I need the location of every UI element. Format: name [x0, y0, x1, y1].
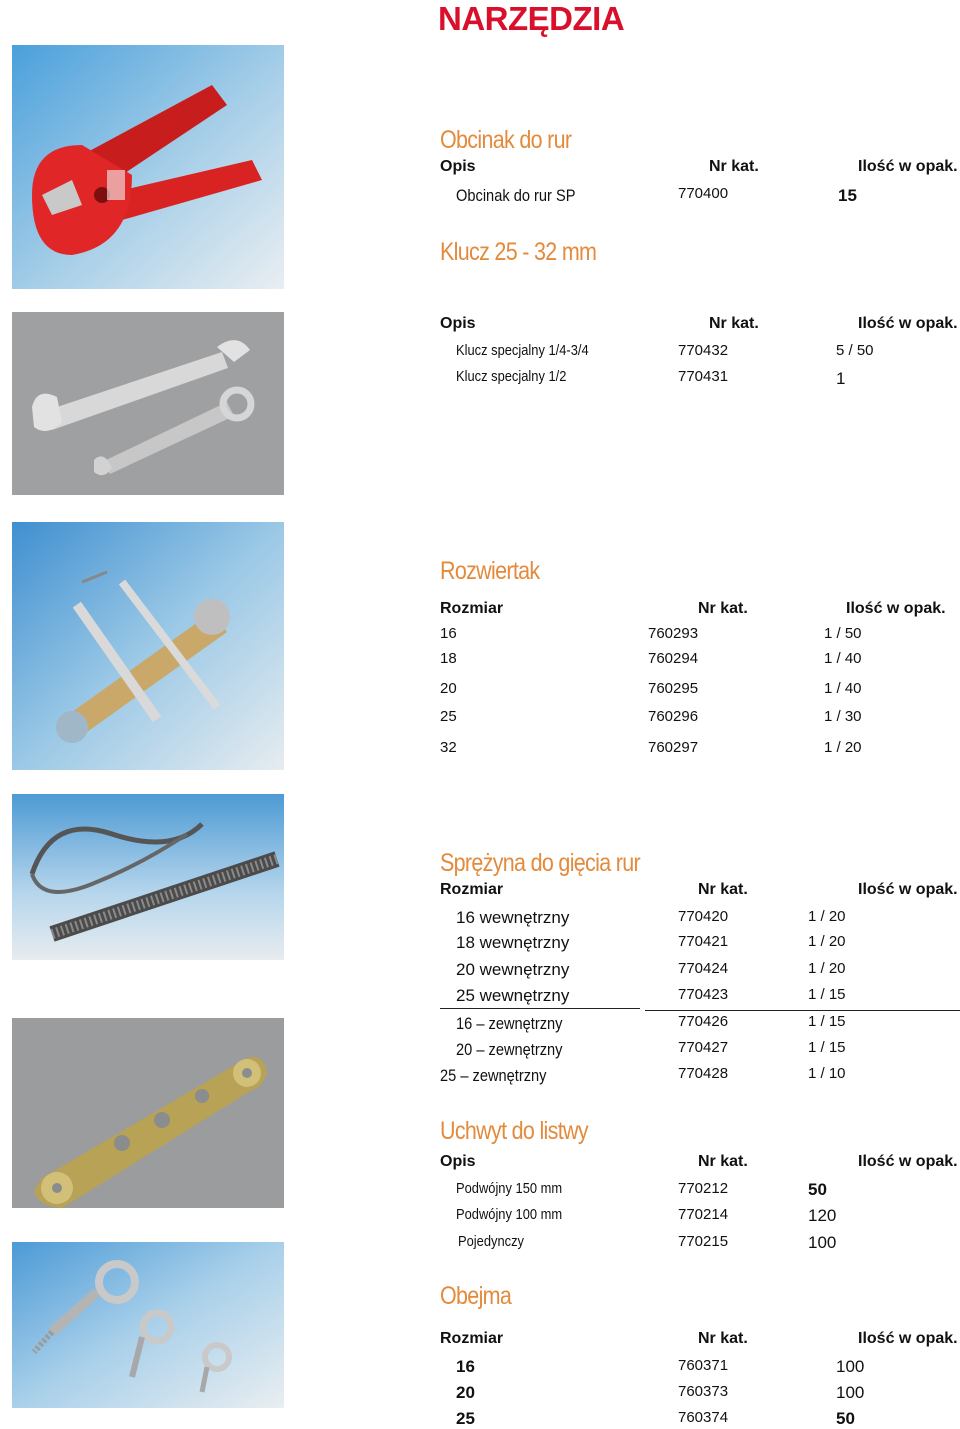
- header-qty: Ilość w opak.: [858, 315, 958, 332]
- divider: [645, 1010, 960, 1011]
- row-qty: 5 / 50: [836, 342, 874, 359]
- row-desc: Podwójny 100 mm: [456, 1206, 563, 1223]
- row-qty: 100: [836, 1383, 865, 1402]
- header-cat-no: Nr kat.: [709, 315, 759, 332]
- row-size: 18 wewnętrzny: [456, 933, 570, 952]
- header-qty: Ilość w opak.: [858, 158, 958, 175]
- pipe-clamps-photo: [12, 1242, 284, 1408]
- row-qty: 50: [836, 1409, 855, 1428]
- row-cat-no: 760296: [648, 708, 699, 725]
- row-size: 20: [456, 1383, 475, 1402]
- header-desc: Opis: [440, 315, 476, 332]
- row-cat-no: 770431: [678, 368, 729, 385]
- header-cat-no: Nr kat.: [709, 158, 759, 175]
- row-qty: 1 / 10: [808, 1065, 846, 1082]
- row-cat-no: 760294: [648, 650, 699, 667]
- row-size: 32: [440, 739, 457, 756]
- row-qty: 1 / 15: [808, 1039, 846, 1056]
- row-cat-no: 770214: [678, 1206, 729, 1223]
- row-cat-no: 770424: [678, 960, 729, 977]
- header-cat-no: Nr kat.: [698, 1330, 748, 1347]
- row-cat-no: 770421: [678, 933, 729, 950]
- row-qty: 1 / 15: [808, 986, 846, 1003]
- page-title: NARZĘDZIA: [438, 0, 625, 37]
- row-qty: 1 / 20: [808, 908, 846, 925]
- bending-springs-photo: [12, 794, 284, 960]
- row-cat-no: 770420: [678, 908, 729, 925]
- row-cat-no: 770423: [678, 986, 729, 1003]
- reamer-photo: [12, 522, 284, 770]
- row-qty: 1: [836, 369, 846, 388]
- header-size: Rozmiar: [440, 600, 504, 617]
- row-cat-no: 770426: [678, 1013, 729, 1030]
- row-qty: 1 / 40: [824, 680, 862, 697]
- row-size: 18: [440, 650, 457, 667]
- row-qty: 1 / 50: [824, 625, 862, 642]
- row-desc: Klucz specjalny 1/2: [456, 368, 567, 385]
- row-cat-no: 770428: [678, 1065, 729, 1082]
- row-size: 16: [456, 1357, 475, 1376]
- row-cat-no: 760374: [678, 1409, 729, 1426]
- header-size: Rozmiar: [440, 1330, 504, 1347]
- row-cat-no: 760373: [678, 1383, 729, 1400]
- header-qty: Ilość w opak.: [858, 1153, 958, 1170]
- row-size: 16 – zewnętrzny: [456, 1014, 563, 1033]
- row-qty: 50: [808, 1180, 827, 1199]
- header-qty: Ilość w opak.: [858, 1330, 958, 1347]
- row-cat-no: 770212: [678, 1180, 729, 1197]
- section-title-pipe-cutter: Obcinak do rur: [440, 126, 572, 154]
- row-size: 25 – zewnętrzny: [440, 1066, 547, 1085]
- row-qty: 1 / 20: [808, 960, 846, 977]
- pipe-cutter-photo: [12, 45, 284, 289]
- row-cat-no: 760297: [648, 739, 699, 756]
- header-qty: Ilość w opak.: [846, 600, 946, 617]
- row-size: 25 wewnętrzny: [456, 986, 570, 1005]
- rail-bracket-photo: [12, 1018, 284, 1208]
- section-title-pipe-clamp: Obejma: [440, 1282, 512, 1310]
- row-cat-no: 760371: [678, 1357, 729, 1374]
- header-qty: Ilość w opak.: [858, 881, 958, 898]
- row-qty: 1 / 20: [824, 739, 862, 756]
- row-qty: 15: [838, 186, 857, 205]
- row-desc: Pojedynczy: [458, 1233, 524, 1250]
- row-qty: 1 / 20: [808, 933, 846, 950]
- section-title-wrench: Klucz 25 - 32 mm: [440, 238, 597, 266]
- row-size: 25: [456, 1409, 475, 1428]
- row-cat-no: 770400: [678, 185, 729, 202]
- section-title-rail-bracket: Uchwyt do listwy: [440, 1117, 588, 1145]
- row-cat-no: 770215: [678, 1233, 729, 1250]
- row-size: 20 – zewnętrzny: [456, 1040, 563, 1059]
- row-qty: 120: [808, 1206, 837, 1225]
- header-cat-no: Nr kat.: [698, 881, 748, 898]
- row-size: 25: [440, 708, 457, 725]
- row-cat-no: 770427: [678, 1039, 729, 1056]
- row-qty: 1 / 15: [808, 1013, 846, 1030]
- row-qty: 100: [836, 1357, 865, 1376]
- row-cat-no: 760293: [648, 625, 699, 642]
- row-desc: Klucz specjalny 1/4-3/4: [456, 342, 589, 359]
- section-title-bending-spring: Sprężyna do gięcia rur: [440, 849, 640, 877]
- header-desc: Opis: [440, 158, 476, 175]
- row-cat-no: 770432: [678, 342, 729, 359]
- section-title-reamer: Rozwiertak: [440, 557, 540, 585]
- row-size: 20 wewnętrzny: [456, 960, 570, 979]
- row-size: 16: [440, 625, 457, 642]
- row-qty: 1 / 40: [824, 650, 862, 667]
- wrenches-photo: [12, 312, 284, 495]
- row-desc: Obcinak do rur SP: [456, 186, 576, 205]
- row-qty: 100: [808, 1233, 837, 1252]
- row-qty: 1 / 30: [824, 708, 862, 725]
- header-cat-no: Nr kat.: [698, 1153, 748, 1170]
- row-desc: Podwójny 150 mm: [456, 1180, 563, 1197]
- header-size: Rozmiar: [440, 881, 504, 898]
- divider: [440, 1008, 640, 1009]
- header-cat-no: Nr kat.: [698, 600, 748, 617]
- header-desc: Opis: [440, 1153, 476, 1170]
- row-size: 16 wewnętrzny: [456, 908, 570, 927]
- row-cat-no: 760295: [648, 680, 699, 697]
- row-size: 20: [440, 680, 457, 697]
